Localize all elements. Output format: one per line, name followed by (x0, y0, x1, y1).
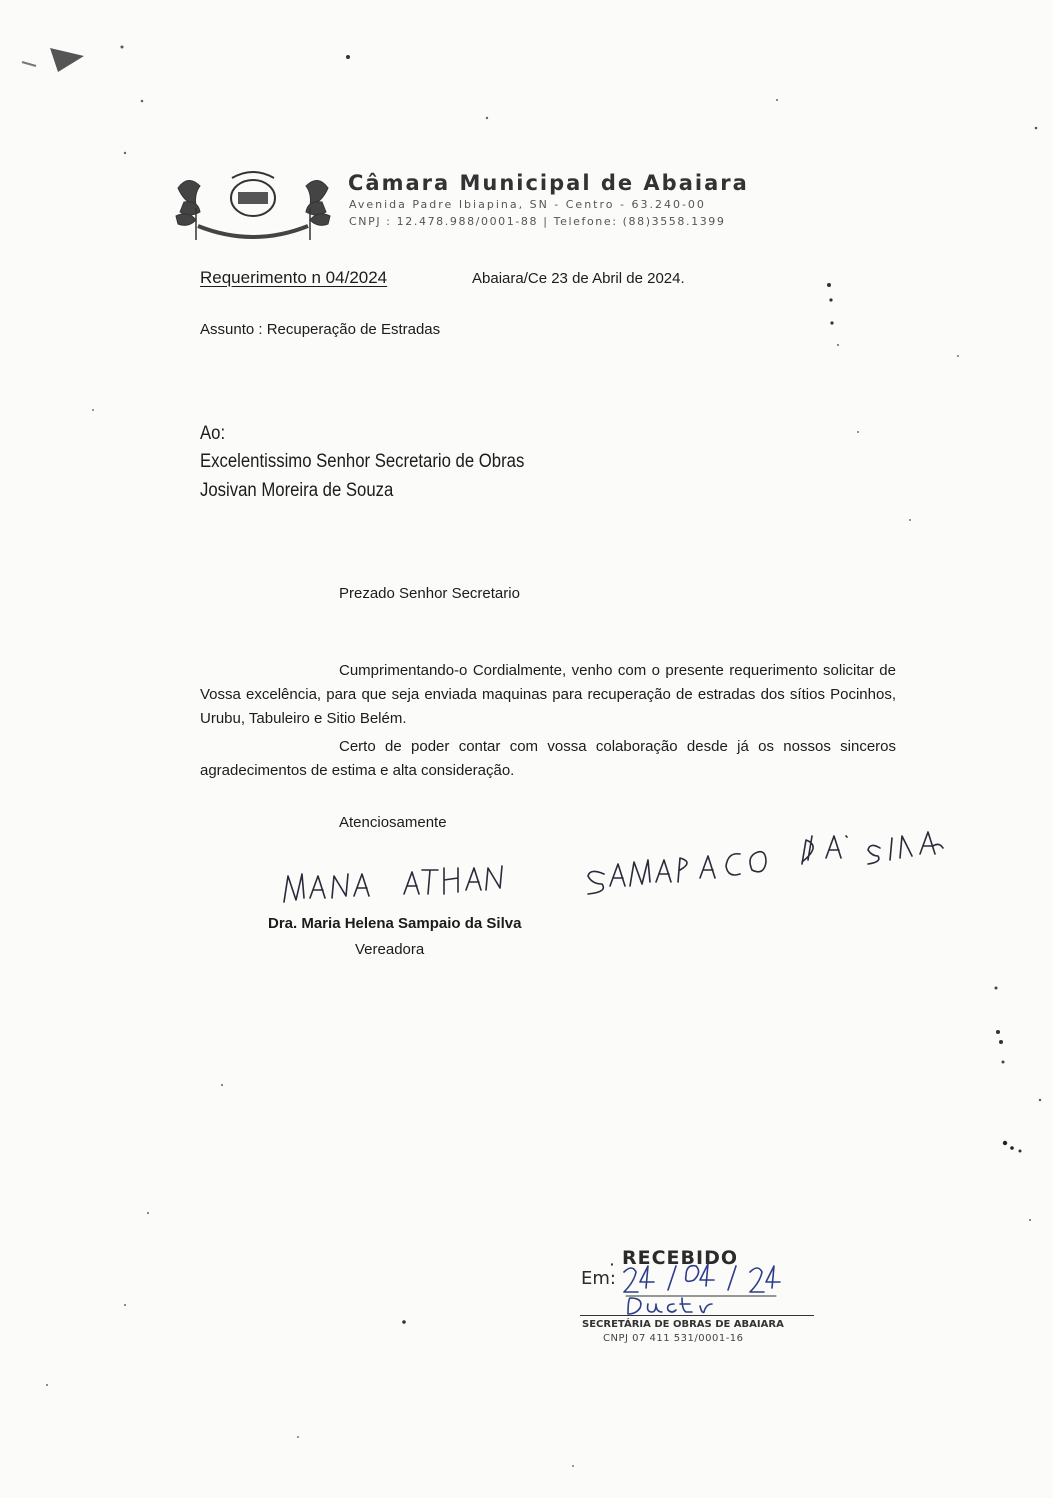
greeting: Prezado Senhor Secretario (339, 585, 520, 602)
signer-role: Vereadora (355, 941, 425, 958)
addressee-name: Josivan Moreira de Souza (200, 480, 394, 501)
place-date: Abaiara/Ce 23 de Abril de 2024. (472, 270, 685, 287)
subject-line: Assunto : Recuperação de Estradas (200, 321, 441, 338)
handwritten-signature (270, 818, 970, 918)
coat-of-arms-icon (168, 168, 338, 248)
body-paragraph: Certo de poder contar com vossa colaboração desde já os nossos sinceros agradecimentos de estima e alta consideração. (200, 738, 896, 779)
stamp-date-label: Em: (581, 1268, 616, 1289)
stamp-signature-line (580, 1315, 814, 1316)
signer-name: Dra. Maria Helena Sampaio da Silva (268, 915, 522, 932)
stamp-department: SECRETÁRIA DE OBRAS DE ABAIARA (582, 1319, 784, 1330)
institution-contact: CNPJ : 12.478.988/0001-88 | Telefone: (88)3558.1399 (349, 215, 726, 228)
stamp-cnpj: CNPJ 07 411 531/0001-16 (603, 1333, 744, 1344)
institution-address: Avenida Padre Ibiapina, SN - Centro - 63.240-00 (349, 198, 706, 211)
stamp-title: RECEBIDO (622, 1247, 739, 1269)
addressee-title: Excelentissimo Senhor Secretario de Obras (200, 451, 525, 472)
institution-name: Câmara Municipal de Abaiara (348, 171, 749, 195)
closing: Atenciosamente (339, 814, 447, 831)
addressee-label: Ao: (200, 423, 226, 444)
stamp-handwritten-date (620, 1258, 820, 1316)
request-number: Requerimento n 04/2024 (200, 268, 388, 287)
body-paragraph: Cumprimentando-o Cordialmente, venho com o presente requerimento solicitar de Vossa excelência, para que seja enviada maquinas para recuperação de estradas dos sítios Pocinhos, Urubu, Tabuleiro e Sitio Belém. (200, 662, 896, 727)
